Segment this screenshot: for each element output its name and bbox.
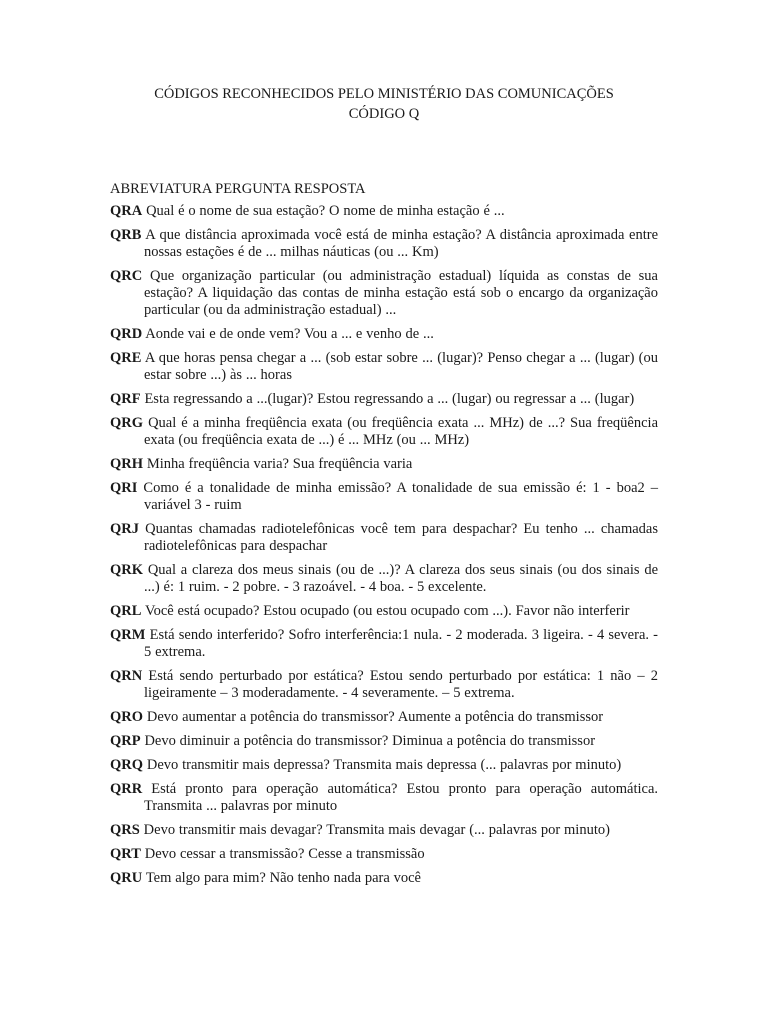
code-abbreviation: QRE [110,350,142,366]
code-abbreviation: QRD [110,326,143,342]
code-list [110,203,658,887]
code-entry [110,268,658,319]
code-abbreviation: QRS [110,822,140,838]
code-entry [110,456,658,473]
code-description: Está sendo interferido? Sofro interferência:1 nula. - 2 moderada. 3 ligeira. - 4 severa. - 5 extrema. [144,627,659,660]
code-abbreviation: QRI [110,480,138,496]
code-entry [110,603,658,620]
code-entry [110,627,658,661]
code-description: Devo diminuir a potência do transmissor? Diminua a potência do transmissor [144,733,596,749]
code-abbreviation: QRF [110,391,141,407]
code-abbreviation: QRA [110,203,143,219]
code-description: Qual a clareza dos meus sinais (ou de ...)? A clareza dos seus sinais (ou dos sinais de ...) é: 1 ruim. - 2 pobre. - 3 razoável. - 4 boa. - 5 excelente. [144,562,659,595]
code-entry [110,757,658,774]
code-abbreviation: QRJ [110,521,139,537]
code-entry [110,668,658,702]
code-entry [110,326,658,343]
code-description: Esta regressando a ...(lugar)? Estou regressando a ... (lugar) ou regressar a ... (lugar) [144,391,635,407]
code-description: Você está ocupado? Estou ocupado (ou estou ocupado com ...). Favor não interferir [145,603,630,619]
code-description: Tem algo para mim? Não tenho nada para você [145,870,421,886]
code-abbreviation: QRR [110,781,143,797]
code-description: Devo cessar a transmissão? Cesse a transmissão [144,846,425,862]
code-description: Qual é o nome de sua estação? O nome de minha estação é ... [146,203,505,219]
document-title: CÓDIGOS RECONHECIDOS PELO MINISTÉRIO DAS COMUNICAÇÕES [154,86,614,102]
code-description: Minha freqüência varia? Sua freqüência varia [146,456,413,472]
code-entry [110,415,658,449]
title-block [110,84,658,124]
section-header: ABREVIATURA PERGUNTA RESPOSTA [110,181,366,197]
code-entry [110,822,658,839]
code-entry [110,709,658,726]
code-abbreviation: QRL [110,603,142,619]
code-abbreviation: QRT [110,846,141,862]
code-entry [110,203,658,220]
code-description: Devo aumentar a potência do transmissor? Aumente a potência do transmissor [146,709,604,725]
code-entry [110,480,658,514]
code-entry [110,781,658,815]
code-abbreviation: QRC [110,268,143,284]
code-description: Qual é a minha freqüência exata (ou freqüência exata ... MHz) de ...? Sua freqüência exata (ou freqüência exata de ...) é ... MHz (ou ... MHz) [144,415,659,448]
code-abbreviation: QRB [110,227,142,243]
code-entry [110,227,658,261]
code-abbreviation: QRP [110,733,141,749]
code-abbreviation: QRG [110,415,144,431]
code-abbreviation: QRK [110,562,144,578]
code-description: A que distância aproximada você está de minha estação? A distância aproximada entre nossas estações é de ... milhas náuticas (ou ... Km) [144,227,658,260]
code-description: Que organização particular (ou administração estadual) líquida as constas de sua estação? A liquidação das contas de minha estação está sob o encargo da organização particular (ou da administração estadual) ... [144,268,658,318]
code-entry [110,733,658,750]
code-abbreviation: QRN [110,668,143,684]
code-abbreviation: QRQ [110,757,144,773]
code-abbreviation: QRO [110,709,144,725]
document-subtitle: CÓDIGO Q [348,106,420,122]
code-entry [110,391,658,408]
code-description: Devo transmitir mais devagar? Transmita mais devagar (... palavras por minuto) [143,822,610,838]
code-entry [110,350,658,384]
code-description: Aonde vai e de onde vem? Vou a ... e venho de ... [145,326,434,342]
code-entry [110,562,658,596]
code-description: Como é a tonalidade de minha emissão? A tonalidade de sua emissão é: 1 - boa2 – variável 3 - ruim [143,480,659,513]
code-abbreviation: QRU [110,870,143,886]
code-description: Quantas chamadas radiotelefônicas você tem para despachar? Eu tenho ... chamadas radiotelefônicas para despachar [144,521,658,554]
code-abbreviation: QRM [110,627,146,643]
code-abbreviation: QRH [110,456,144,472]
code-entry [110,521,658,555]
code-entry [110,870,658,887]
code-description: Devo transmitir mais depressa? Transmita mais depressa (... palavras por minuto) [146,757,622,773]
code-description: Está pronto para operação automática? Estou pronto para operação automática. Transmita ... palavras por minuto [144,781,659,814]
code-entry [110,846,658,863]
code-description: Está sendo perturbado por estática? Estou sendo perturbado por estática: 1 não – 2 ligeiramente – 3 moderadamente. - 4 severamente. – 5 extrema. [144,668,658,701]
code-description: A que horas pensa chegar a ... (sob estar sobre ... (lugar)? Penso chegar a ... (lugar) (ou estar sobre ...) às ... horas [144,350,658,383]
